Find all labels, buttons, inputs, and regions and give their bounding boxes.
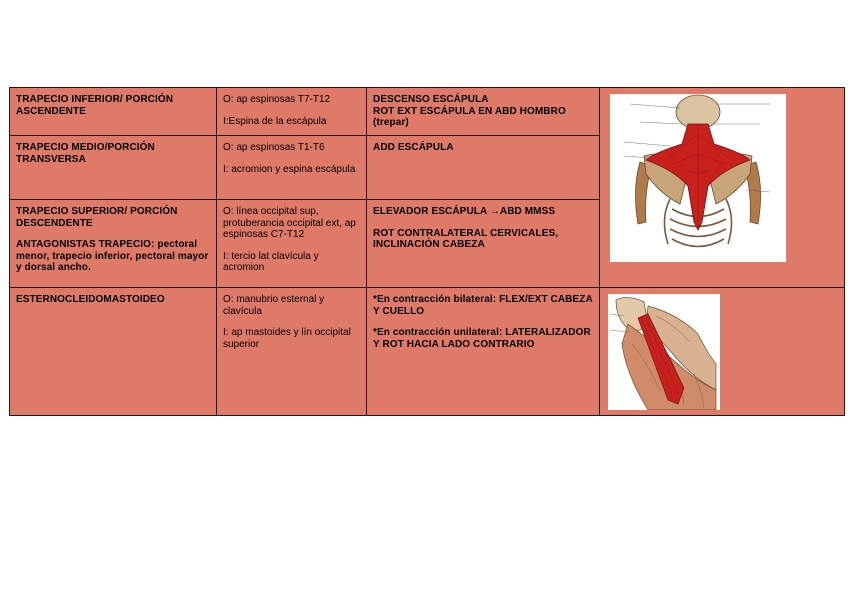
action-text: *En contracción bilateral: FLEX/EXT CABEZA Y CUELLO <box>373 294 593 317</box>
insertion-text: I: acromion y espina escápula <box>223 163 356 175</box>
insertion-text: I: tercio lat clavícula y acromion <box>223 250 319 273</box>
origin-insertion-cell <box>217 88 367 136</box>
action-cell <box>367 136 600 200</box>
muscle-name: TRAPECIO MEDIO/PORCIÓN TRANSVERSA <box>10 136 217 200</box>
muscle-name: TRAPECIO INFERIOR/ PORCIÓN ASCENDENTE <box>10 88 217 136</box>
table-row <box>10 288 845 416</box>
muscle-name: TRAPECIO SUPERIOR/ PORCIÓN DESCENDENTE ANTAGONISTAS TRAPECIO: pectoral menor, trapecio inferior, pectoral mayor y dorsal ancho. <box>10 200 217 288</box>
action-cell <box>367 200 600 288</box>
origin-text: O: manubrio esternal y clavícula <box>223 294 325 317</box>
trapezius-back-figure <box>610 94 786 262</box>
muscle-table <box>9 87 845 416</box>
origin-insertion-cell <box>217 200 367 288</box>
action-text: ROT EXT ESCÁPULA EN ABD HOMBRO (trepar) <box>373 105 566 128</box>
origin-text: O: ap espinosas T1-T6 <box>223 142 325 153</box>
table-row <box>10 88 845 136</box>
action-text: DESCENSO ESCÁPULA <box>373 94 489 105</box>
antagonists-text: ANTAGONISTAS TRAPECIO: pectoral menor, trapecio inferior, pectoral mayor y dorsal ancho. <box>16 239 209 273</box>
image-cell <box>600 288 845 416</box>
origin-text: O: ap espinosas T7-T12 <box>223 94 331 105</box>
image-cell <box>600 88 845 288</box>
insertion-text: I:Espina de la escápula <box>223 115 327 127</box>
origin-insertion-cell <box>217 288 367 416</box>
origin-text: O: línea occipital sup, protuberancia occipital ext, ap espinosas C7-T12 <box>223 206 356 240</box>
action-cell <box>367 288 600 416</box>
action-text: ROT CONTRALATERAL CERVICALES, INCLINACIÓN CABEZA <box>373 227 559 250</box>
action-text: ELEVADOR ESCÁPULA →ABD MMSS <box>373 206 556 217</box>
sternocleidomastoid-figure <box>608 294 720 410</box>
action-cell <box>367 88 600 136</box>
muscle-name: ESTERNOCLEIDOMASTOIDEO <box>10 288 217 416</box>
action-text: ADD ESCÁPULA <box>373 142 454 153</box>
origin-insertion-cell <box>217 136 367 200</box>
insertion-text: I: ap mastoides y lín occipital superior <box>223 327 351 350</box>
action-text: *En contracción unilateral: LATERALIZADOR Y ROT HACIA LADO CONTRARIO <box>373 327 591 350</box>
